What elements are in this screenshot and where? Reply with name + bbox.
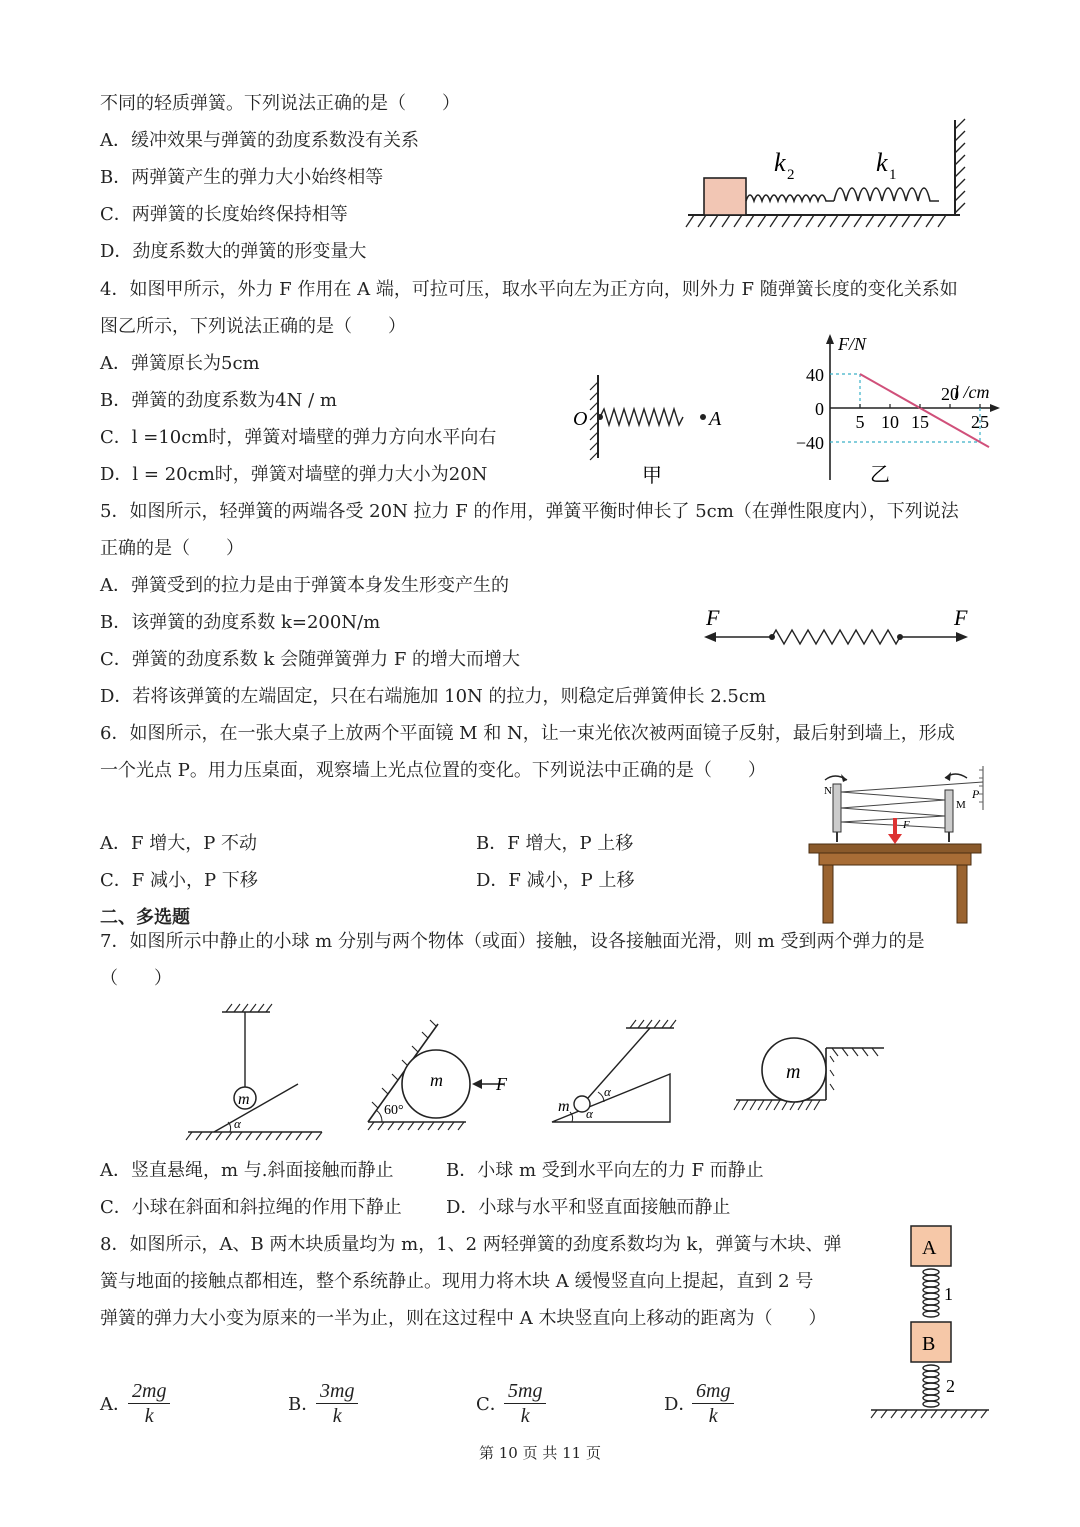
yi-xtick-label-4: 25 xyxy=(971,412,989,432)
q6-option-a: A．F 增大，P 不动 xyxy=(100,833,258,854)
q4-option-c: C．l =10cm时，弹簧对墙壁的弹力方向水平向右 xyxy=(100,427,497,448)
q8-blocks-springs-figure xyxy=(865,1222,995,1422)
q8-option-a-fraction xyxy=(128,1379,170,1428)
yi-caption: 乙 xyxy=(870,464,890,486)
q8-block-a-label: A xyxy=(922,1237,937,1259)
q8-c-numerator: 5mg xyxy=(504,1379,546,1404)
jia-label-o: O xyxy=(573,408,588,430)
q6-table-mirror-figure xyxy=(805,760,990,928)
q5-stem-line1: 5．如图所示，轻弹簧的两端各受 20N 拉力 F 的作用，弹簧平衡时伸长了 5cm（在弹性限度内），下列说法 xyxy=(100,501,959,522)
k2-subscript: 2 xyxy=(787,167,795,183)
q6-point-p-label: P xyxy=(972,787,980,801)
q8-b-numerator: 3mg xyxy=(316,1379,358,1404)
yi-ytick-label-1: 0 xyxy=(815,399,824,419)
q7-figures xyxy=(180,1000,900,1150)
q6-force-f-label: F xyxy=(903,819,910,831)
q7-option-a: A．竖直悬绳，m 与.斜面接触而静止 xyxy=(100,1160,394,1181)
q8-option-b-fraction xyxy=(316,1379,358,1428)
q8-option-d-label: D． xyxy=(664,1394,697,1415)
page-footer: 第 10 页 共 11 页 xyxy=(478,1444,601,1462)
q7a-ball-m-label: m xyxy=(238,1091,250,1108)
yi-xtick-label-2: 15 xyxy=(911,412,929,432)
q6-mirror-m-label: M xyxy=(956,799,966,811)
k2-label: k xyxy=(774,148,786,177)
q6-option-d: D．F 减小，P 上移 xyxy=(476,870,635,891)
q3-option-b: B．两弹簧产生的弹力大小始终相等 xyxy=(100,167,384,188)
q5-f-left-label: F xyxy=(706,605,720,630)
q8-option-c-label: C． xyxy=(476,1394,508,1415)
q7c-alpha-upper-label: α xyxy=(604,1084,611,1099)
q5-option-a: A．弹簧受到的拉力是由于弹簧本身发生形变产生的 xyxy=(100,575,509,596)
yi-xtick-label-3: 20 xyxy=(941,384,959,404)
q5-option-c: C．弹簧的劲度系数 k 会随弹簧弹力 F 的增大而增大 xyxy=(100,649,521,670)
q7b-angle-label: 60° xyxy=(384,1103,404,1118)
q6-option-b: B．F 增大，P 上移 xyxy=(476,833,634,854)
q8-d-denominator: k xyxy=(708,1405,718,1427)
q6-stem-line2: 一个光点 P。用力压桌面，观察墙上光点位置的变化。下列说法中正确的是（ ） xyxy=(100,760,766,781)
section2-title: 二、多选题 xyxy=(100,907,190,928)
q8-a-numerator: 2mg xyxy=(128,1379,170,1404)
q8-b-denominator: k xyxy=(332,1405,342,1427)
q7a-alpha-label: α xyxy=(234,1116,241,1131)
q3-option-c: C．两弹簧的长度始终保持相等 xyxy=(100,204,348,225)
q7-option-d: D．小球与水平和竖直面接触而静止 xyxy=(446,1197,731,1218)
yi-y-label: F/N xyxy=(838,334,867,354)
yi-ytick-label-2: −40 xyxy=(795,433,824,453)
q7c-alpha-lower-label: α xyxy=(586,1106,593,1121)
q8-stem-line3: 弹簧的弹力大小变为原来的一半为止，则在这过程中 A 木块竖直向上移动的距离为（ ） xyxy=(100,1308,827,1329)
yi-ytick-label-0: 40 xyxy=(806,365,824,385)
q7-stem-line2: （ ） xyxy=(100,968,172,989)
q8-a-denominator: k xyxy=(144,1405,154,1427)
q7d-ball-m-label: m xyxy=(786,1061,801,1083)
q7b-ball-m-label: m xyxy=(430,1070,443,1090)
q6-mirror-n-label: N xyxy=(824,785,832,797)
q8-option-d-fraction xyxy=(692,1379,734,1428)
k1-subscript: 1 xyxy=(889,167,897,183)
q4-figure-jia xyxy=(570,370,730,490)
q5-stem-line2: 正确的是（ ） xyxy=(100,538,244,559)
q3-option-a: A．缓冲效果与弹簧的劲度系数没有关系 xyxy=(100,130,419,151)
q5-f-right-label: F xyxy=(954,605,968,630)
q8-option-c-fraction xyxy=(504,1379,546,1428)
q4-option-a: A．弹簧原长为5cm xyxy=(100,353,260,374)
q3-spring-figure xyxy=(680,115,970,235)
yi-xtick-label-0: 5 xyxy=(855,412,865,432)
q6-option-c: C．F 减小，P 下移 xyxy=(100,870,258,891)
q7b-force-f-label: F xyxy=(496,1074,507,1094)
q7-option-b: B．小球 m 受到水平向左的力 F 而静止 xyxy=(446,1160,764,1181)
q5-spring-figure xyxy=(700,605,980,655)
q5-option-d: D．若将该弹簧的左端固定，只在右端施加 10N 的拉力，则稳定后弹簧伸长 2.5cm xyxy=(100,686,767,707)
q8-stem-line2: 簧与地面的接触点都相连，整个系统静止。现用力将木块 A 缓慢竖直向上提起，直到 2 号 xyxy=(100,1271,814,1292)
yi-x-label: l /cm xyxy=(954,382,990,402)
q8-spring-1-label: 1 xyxy=(944,1284,953,1304)
q4-stem-line2: 图乙所示，下列说法正确的是（ ） xyxy=(100,316,406,337)
q7-stem-line1: 7．如图所示中静止的小球 m 分别与两个物体（或面）接触，设各接触面光滑，则 m 受到两个弹力的是 xyxy=(100,931,925,952)
q8-c-denominator: k xyxy=(520,1405,530,1427)
q7c-ball-m-label: m xyxy=(558,1098,570,1115)
q5-option-b: B．该弹簧的劲度系数 k=200N/m xyxy=(100,612,381,633)
q4-option-d: D．l = 20cm时，弹簧对墙壁的弹力大小为20N xyxy=(100,464,488,485)
jia-label-a: A xyxy=(709,408,722,430)
q7-option-c: C．小球在斜面和斜拉绳的作用下静止 xyxy=(100,1197,402,1218)
q8-d-numerator: 6mg xyxy=(692,1379,734,1404)
q8-stem-line1: 8．如图所示，A、B 两木块质量均为 m，1、2 两轻弹簧的劲度系数均为 k，弹簧与木块、弹 xyxy=(100,1234,842,1255)
k1-label: k xyxy=(876,148,888,177)
q8-spring-2-label: 2 xyxy=(946,1376,955,1396)
q3-option-d: D．劲度系数大的弹簧的形变量大 xyxy=(100,241,367,262)
q8-option-b-label: B． xyxy=(288,1394,320,1415)
q8-block-b-label: B xyxy=(922,1333,936,1355)
q8-option-a-label: A． xyxy=(100,1394,131,1415)
q4-chart-yi xyxy=(760,330,1010,490)
q4-stem-line1: 4．如图甲所示，外力 F 作用在 A 端，可拉可压，取水平向左为正方向，则外力 F 随弹簧长度的变化关系如 xyxy=(100,279,958,300)
jia-caption: 甲 xyxy=(642,465,662,487)
q3-stem-tail: 不同的轻质弹簧。下列说法正确的是（ ） xyxy=(100,93,460,114)
q6-stem-line1: 6．如图所示，在一张大桌子上放两个平面镜 M 和 N，让一束光依次被两面镜子反射，最后射到墙上，形成 xyxy=(100,723,955,744)
yi-xtick-label-1: 10 xyxy=(881,412,899,432)
q4-option-b: B．弹簧的劲度系数为4N / m xyxy=(100,390,338,411)
